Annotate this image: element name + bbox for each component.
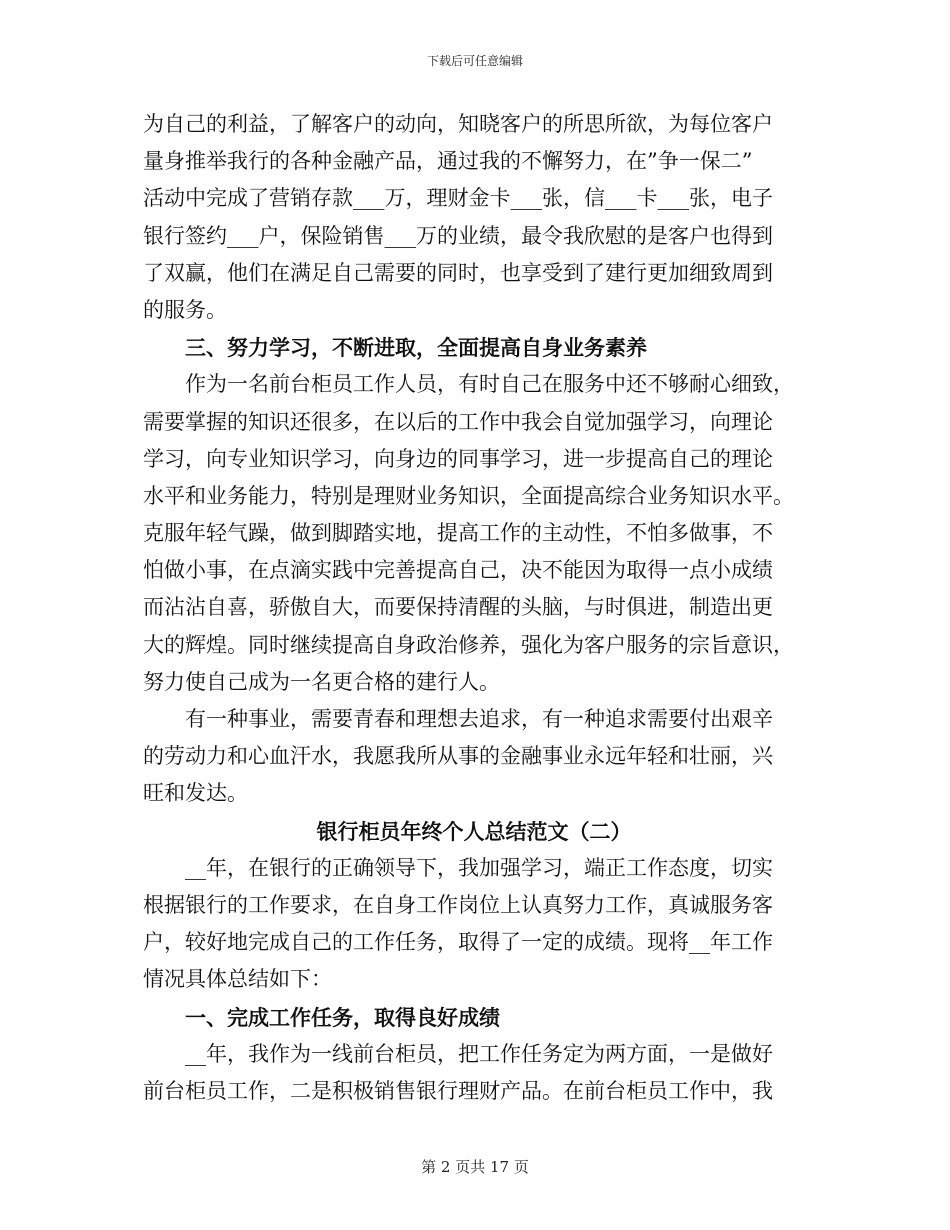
paragraph-line: 学习，向专业知识学习，向身边的同事学习，进一步提高自己的理论 — [143, 446, 773, 471]
paragraph-line: 作为一名前台柜员工作人员，有时自己在服务中还不够耐心细致， — [143, 372, 794, 397]
section-heading: 三、努力学习，不断进取，全面提高自身业务素养 — [143, 335, 647, 361]
paragraph-line: __年，在银行的正确领导下，我加强学习，端正工作态度，切实 — [143, 855, 773, 880]
paragraph-line: 需要掌握的知识还很多，在以后的工作中我会自觉加强学习，向理论 — [143, 409, 773, 434]
page-header-note: 下载后可任意编辑 — [426, 54, 523, 68]
paragraph-line: 量身推举我行的各种金融产品，通过我的不懈努力，在”争一保二” — [143, 149, 753, 174]
paragraph-line: 大的辉煌。同时继续提高自身政治修养，强化为客户服务的宗旨意识， — [143, 632, 794, 657]
paragraph-line: 有一种事业，需要青春和理想去追求，有一种追求需要付出艰辛 — [143, 707, 773, 731]
paragraph-line: 户，较好地完成自己的工作任务，取得了一定的成绩。现将__年工作 — [143, 930, 773, 955]
paragraph-line: 了双赢，他们在满足自己需要的同时，也享受到了建行更加细致周到 — [143, 260, 773, 285]
section-title: 银行柜员年终个人总结范文（二） — [316, 818, 632, 844]
page-number-footer: 第 2 页共 17 页 — [421, 1158, 529, 1176]
paragraph-line: 旺和发达。 — [143, 781, 248, 806]
paragraph-line: 情况具体总结如下： — [143, 967, 332, 992]
paragraph-line: 努力使自己成为一名更合格的建行人。 — [143, 669, 500, 694]
paragraph-line: 的服务。 — [143, 297, 227, 322]
section-heading: 一、完成工作任务，取得良好成绩 — [143, 1004, 500, 1030]
paragraph-line: __年，我作为一线前台柜员，把工作任务定为两方面，一是做好 — [143, 1041, 773, 1066]
document-body — [143, 106, 805, 1110]
paragraph-line: 怕做小事，在点滴实践中完善提高自己，决不能因为取得一点小成绩 — [143, 558, 773, 583]
paragraph-line: 为自己的利益，了解客户的动向，知晓客户的所思所欲，为每位客户 — [143, 112, 773, 136]
paragraph-line: 银行签约___户，保险销售___万的业绩，最令我欣慰的是客户也得到 — [143, 223, 773, 248]
paragraph-line: 的劳动力和心血汗水，我愿我所从事的金融事业永远年轻和壮丽，兴 — [143, 744, 773, 769]
paragraph-line: 前台柜员工作，二是积极销售银行理财产品。在前台柜员工作中，我 — [143, 1078, 773, 1103]
paragraph-line: 而沾沾自喜，骄傲自大，而要保持清醒的头脑，与时俱进，制造出更 — [143, 595, 773, 620]
paragraph-line: 根据银行的工作要求，在自身工作岗位上认真努力工作，真诚服务客 — [143, 892, 773, 917]
paragraph-line: 克服年轻气躁，做到脚踏实地，提高工作的主动性，不怕多做事，不 — [143, 521, 773, 546]
paragraph-line: 活动中完成了营销存款___万，理财金卡___张，信___卡___张，电子 — [143, 186, 773, 211]
paragraph-line: 水平和业务能力，特别是理财业务知识，全面提高综合业务知识水平。 — [143, 483, 794, 508]
